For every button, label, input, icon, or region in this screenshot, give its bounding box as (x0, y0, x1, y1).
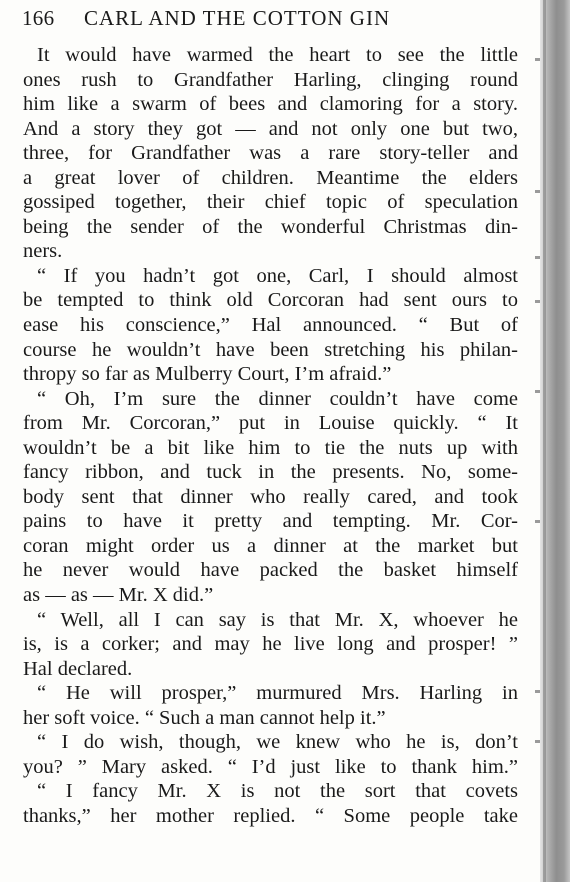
text-line: “ He will prosper,” murmured Mrs. Harling in (37, 682, 518, 705)
text-line: “ I do wish, though, we knew who he is, don’t (37, 731, 518, 754)
text-line: a great lover of children. Meantime the elders (23, 166, 518, 189)
text-line: pains to have it pretty and tempting. Mr. Cor- (23, 510, 518, 533)
page-header (22, 6, 522, 32)
text-line: three, for Grandfather was a rare story-teller and (23, 142, 518, 165)
text-line: It would have warmed the heart to see the little (37, 44, 518, 66)
text-line: course he wouldn’t have been stretching his philan- (23, 338, 518, 361)
text-line: wouldn’t be a bit like him to tie the nuts up with (23, 436, 518, 459)
text-line: is, is a corker; and may he live long and prosper! ” (23, 633, 518, 656)
running-title: CARL AND THE COTTON GIN (84, 6, 391, 30)
text-line: body sent that dinner who really cared, and took (23, 485, 518, 508)
text-line: And a story they got — and not only one but two, (23, 117, 518, 140)
text-line: fancy ribbon, and tuck in the presents. No, some- (23, 461, 518, 484)
text-line: “ If you hadn’t got one, Carl, I should almost (37, 264, 518, 287)
edge-mark (535, 390, 540, 393)
edge-mark (535, 690, 540, 693)
binding-fold (543, 0, 546, 882)
text-line: her soft voice. “ Such a man cannot help it.” (23, 706, 386, 729)
text-line: thanks,” her mother replied. “ Some people take (23, 804, 518, 827)
text-line: from Mr. Corcoran,” put in Louise quickly. “ It (23, 412, 518, 435)
text-line: as — as — Mr. X did.” (23, 584, 214, 607)
text-line: Hal declared. (23, 657, 133, 680)
page-number: 166 (22, 6, 55, 30)
edge-mark (535, 520, 540, 523)
text-line: be tempted to think old Corcoran had sent ours to (23, 289, 518, 312)
text-line: ners. (23, 240, 63, 263)
text-line: “ Well, all I can say is that Mr. X, whoever he (37, 608, 518, 631)
edge-mark (535, 300, 540, 303)
text-line: “ I fancy Mr. X is not the sort that covets (37, 780, 518, 803)
text-line: him like a swarm of bees and clamoring for a story. (23, 93, 518, 116)
body-text (23, 43, 518, 829)
text-line: you? ” Mary asked. “ I’d just like to thank him.” (23, 755, 518, 778)
text-line: he never would have packed the basket himself (23, 559, 518, 582)
text-line: ease his conscience,” Hal announced. “ But of (23, 314, 518, 337)
text-line: coran might order us a dinner at the market but (23, 534, 518, 557)
edge-mark (535, 58, 540, 61)
text-line: “ Oh, I’m sure the dinner couldn’t have come (37, 387, 518, 410)
text-line: ones rush to Grandfather Harling, clinging round (23, 68, 518, 91)
edge-mark (535, 740, 540, 743)
text-line: being the sender of the wonderful Christmas din- (23, 215, 518, 238)
edge-mark (535, 190, 540, 193)
edge-mark (535, 256, 540, 259)
text-line: gossiped together, their chief topic of speculation (23, 191, 518, 214)
text-line: thropy so far as Mulberry Court, I’m afraid.” (23, 363, 392, 386)
